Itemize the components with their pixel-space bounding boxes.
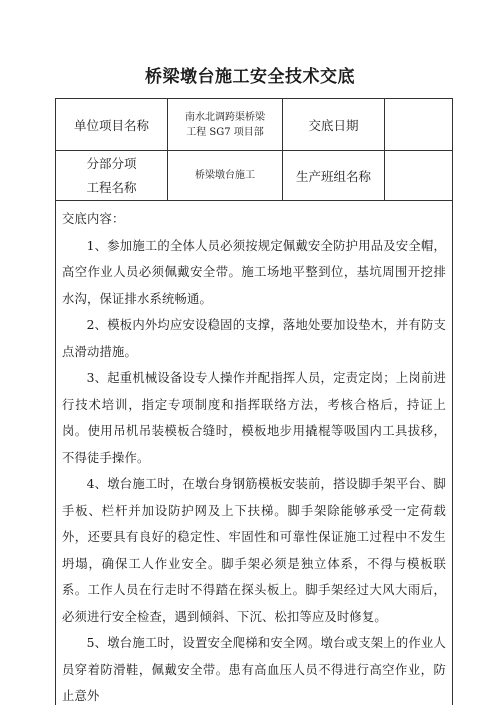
unit-project-value-line1: 南水北调跨渠桥梁 (185, 111, 265, 123)
sub-project-value: 桥梁墩台施工 (168, 151, 283, 200)
content-paragraph-5: 5、墩台施工时，设置安全爬梯和安全网。墩台或支架上的作业人员穿着防滑鞋，佩戴安全带。患有高血压人员不得进行高空作业，防止意外 (62, 636, 446, 703)
handover-content (56, 201, 452, 710)
content-paragraph-3: 3、起重机械设备设专人操作并配指挥人员，定责定岗；上岗前进行技术培训，指定专项制度和指挥联络方法，考核合格后，持证上岗。使用吊机吊装模板合缝时，模板地步用撬棍等吸国内工具拔移，不得徒手操作。 (62, 371, 446, 465)
handover-date-label: 交底日期 (283, 99, 385, 150)
sub-project-label-line1: 分部分项 (86, 155, 137, 171)
unit-project-value (168, 99, 283, 150)
unit-project-value-line2: 工程 SG7 项目部 (186, 126, 264, 138)
content-paragraph-1: 1、参加施工的全体人员必须按规定佩戴安全防护用品及安全帽，高空作业人员必须佩戴安全带。施工场地平整到位，基坑周围开挖排水沟，保证排水系统畅通。 (62, 238, 446, 306)
team-label: 生产班组名称 (283, 151, 385, 200)
content-label: 交底内容： (62, 212, 125, 226)
team-value (385, 151, 452, 200)
content-paragraph-2: 2、模板内外均应安设稳固的支撑，落地处要加设垫木，并有防支点滑动措施。 (62, 318, 446, 359)
form-row-project (56, 99, 452, 151)
content-paragraph-4: 4、墩台施工时，在墩台身钢筋模板安装前，搭设脚手架平台、脚手板、栏杆并加设防护网及上下扶梯。脚手架除能够承受一定荷载外，还要具有良好的稳定性、牢固性和可靠性保证施工过程中不发生坍塌，确保工人作业安全。脚手架必须是独立体系，不得与模板联系。工作人员在行走时不得踏在探头板上。脚手架经过大风大雨后，必须进行安全检查，遇到倾斜、下沉、松扣等应及时修复。 (62, 477, 446, 624)
sub-project-label-line2: 工程名称 (86, 179, 137, 195)
sub-project-label (56, 151, 168, 200)
handover-date-value (385, 99, 452, 150)
form-row-subproject (56, 151, 452, 201)
handover-form (55, 98, 453, 705)
document-title: 桥梁墩台施工安全技术交底 (145, 67, 355, 87)
unit-project-label: 单位项目名称 (56, 99, 168, 150)
